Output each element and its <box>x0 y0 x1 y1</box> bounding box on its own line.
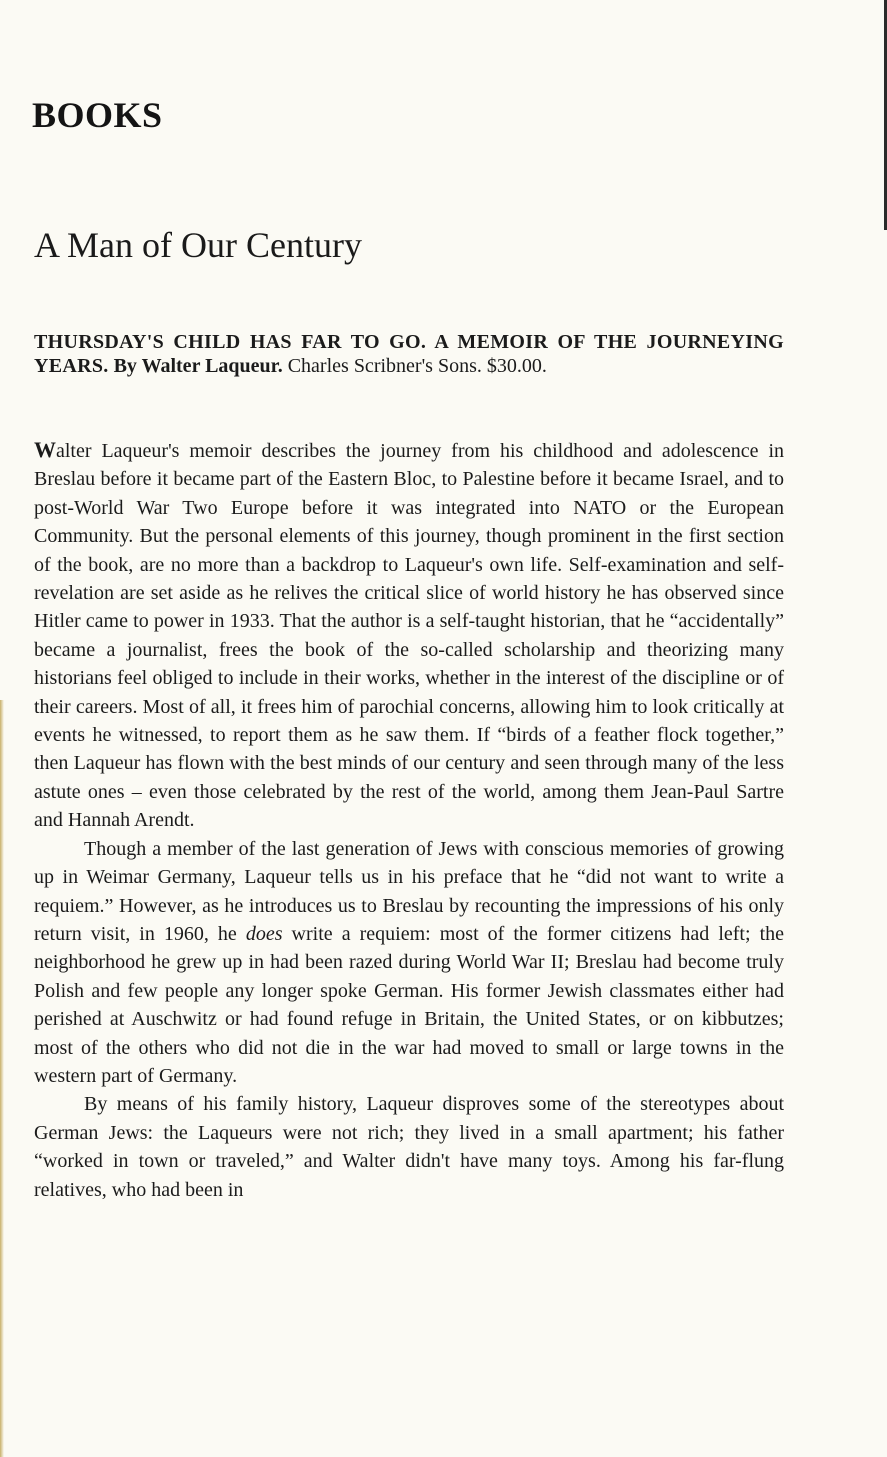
book-title: THURSDAY'S CHILD HAS FAR TO GO. A MEMOIR OF THE JOURNEYING YEARS. <box>34 331 784 377</box>
paragraph-2-text-a: Though a member of the last generation of Jews with conscious memories of growing up in Weimar Germany, Laqueur tells us in his preface that he “did not want to write a requiem.” However, as he introduces us to Breslau by recounting the impressions of his only return visit, in 1960, he <box>34 837 784 945</box>
paragraph-3: By means of his family history, Laqueur disproves some of the stereotypes about German Jews: the Laqueurs were not rich; they lived in a small apartment; his father “worked in town or traveled,” and Walter didn't have many toys. Among his far-flung relatives, who had been in <box>34 1093 784 1201</box>
paragraph-1-text: alter Laqueur's memoir describes the journey from his childhood and adolescence in Breslau before it became part of the Eastern Bloc, to Palestine before it became Israel, and to post-World War Two Europe before it was integrated into NATO or the European Community. But the personal elements of this journey, though prominent in the first section of the book, are no more than a backdrop to Laqueur's own life. Self-examination and self-revelation are set aside as he relives the critical slice of world history he has observed since Hitler came to power in 1933. That the author is a self-taught historian, that he “accidentally” became a journalist, frees the book of the so-called scholarship and theorizing many historians feel obliged to include in their works, whether in the interest of the discipline or of their careers. Most of all, it frees him of parochial concerns, allowing him to look critically at events he witnessed, to report them as he saw them. If “birds of a feather flock together,” then Laqueur has flown with the best minds of our century and seen through many of the less astute ones – even those celebrated by the rest of the world, among them Jean-Paul Sartre and Hannah Arendt. <box>34 440 784 832</box>
paragraph-2 <box>34 835 784 1091</box>
paragraph-2-text-b: write a requiem: most of the former citizens had left; the neighborhood he grew up in had been razed during World War II; Breslau had become truly Polish and few people any longer spoke German. His former Jewish classmates either had perished at Auschwitz or had found refuge in Britain, the United States, or on kibbutzes; most of the others who did not die in the war had moved to small or large towns in the western part of Germany. <box>34 922 785 1087</box>
article-title: A Man of Our Century <box>34 225 362 265</box>
book-publisher: Charles Scribner's Sons. $30.00. <box>287 355 547 377</box>
book-citation <box>34 330 784 378</box>
paragraph-1 <box>34 436 784 835</box>
article-body <box>34 436 784 1204</box>
book-author: By Walter Laqueur. <box>113 355 283 377</box>
dropcap: W <box>34 437 56 462</box>
binding-edge-shadow <box>0 700 4 1457</box>
paragraph-2-emphasis: does <box>245 922 283 945</box>
section-heading: BOOKS <box>32 95 163 135</box>
